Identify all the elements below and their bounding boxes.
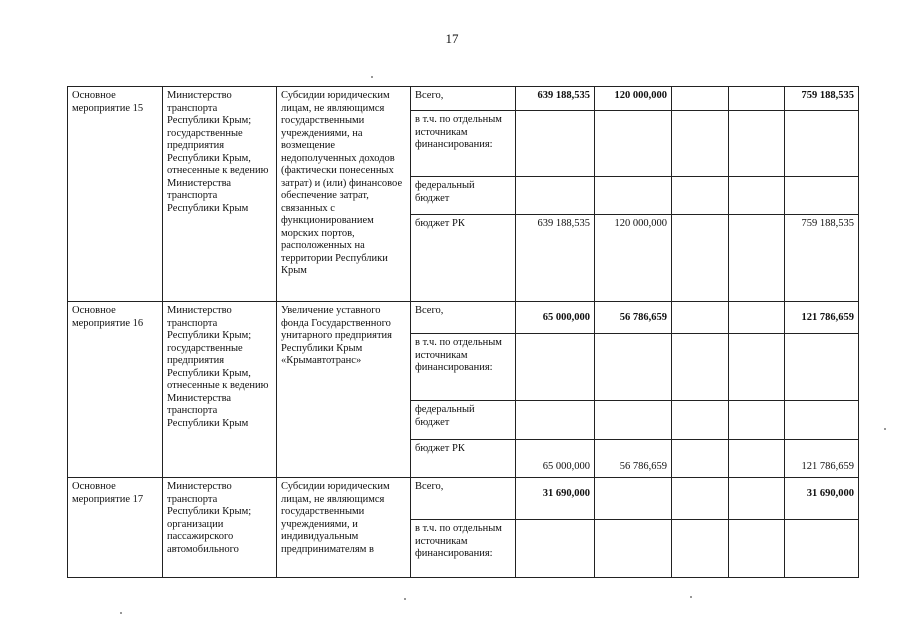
amount-cell: 56 786,659 bbox=[595, 302, 672, 334]
page-number: 17 bbox=[445, 31, 459, 46]
amount-cell bbox=[672, 215, 729, 302]
amount-cell bbox=[729, 215, 785, 302]
source-incl-label: в т.ч. по отдельным источникам финансирования: bbox=[411, 334, 516, 401]
source-rk-label: бюджет РК bbox=[411, 440, 516, 478]
description-cell: Субсидии юридическим лицам, не являющимся государственными учреждениями, и индивидуальным предпринимателям в bbox=[277, 478, 411, 578]
source-incl-label: в т.ч. по отдельным источникам финансирования: bbox=[411, 111, 516, 177]
table-row bbox=[68, 302, 859, 334]
amount-cell bbox=[672, 302, 729, 334]
scan-speck bbox=[690, 596, 692, 598]
amount-cell: 120 000,000 bbox=[595, 215, 672, 302]
source-incl-label: в т.ч. по отдельным источникам финансирования: bbox=[411, 520, 516, 578]
amount-cell: 759 188,535 bbox=[785, 87, 859, 111]
amount-cell: 639 188,535 bbox=[516, 87, 595, 111]
amount-cell bbox=[729, 87, 785, 111]
budget-table bbox=[67, 86, 859, 578]
executor-cell: Министерство транспорта Республики Крым; организации пассажирского автомобильного bbox=[163, 478, 277, 578]
scan-speck bbox=[404, 598, 406, 600]
source-total-label: Всего, bbox=[411, 302, 516, 334]
amount-cell bbox=[729, 440, 785, 478]
amount-cell: 759 188,535 bbox=[785, 215, 859, 302]
source-total-label: Всего, bbox=[411, 478, 516, 520]
description-cell: Субсидии юридическим лицам, не являющимся государственными учреждениями, на возмещение недополученных доходов (фактически понесенных затрат) и (или) финансовое обеспечение затрат, связанных с функционированием морских портов, расположенных на территории Республики Крым bbox=[277, 87, 411, 302]
scan-speck bbox=[120, 612, 122, 614]
source-federal-label: федеральный бюджет bbox=[411, 401, 516, 440]
measure-cell: Основное мероприятие 16 bbox=[68, 302, 163, 478]
table-row bbox=[68, 87, 859, 111]
amount-cell bbox=[729, 478, 785, 520]
amount-cell bbox=[672, 87, 729, 111]
amount-cell: 121 786,659 bbox=[785, 302, 859, 334]
amount-cell bbox=[595, 478, 672, 520]
executor-cell: Министерство транспорта Республики Крым; государственные предприятия Республики Крым, отнесенные к ведению Министерства транспорта Республики Крым bbox=[163, 87, 277, 302]
amount-cell: 121 786,659 bbox=[785, 440, 859, 478]
scan-speck bbox=[371, 76, 373, 78]
amount-cell: 31 690,000 bbox=[785, 478, 859, 520]
table-row bbox=[68, 478, 859, 520]
measure-cell: Основное мероприятие 17 bbox=[68, 478, 163, 578]
source-total-label: Всего, bbox=[411, 87, 516, 111]
source-federal-label: федеральный бюджет bbox=[411, 177, 516, 215]
amount-cell: 56 786,659 bbox=[595, 440, 672, 478]
amount-cell bbox=[672, 440, 729, 478]
amount-cell bbox=[729, 302, 785, 334]
amount-cell: 639 188,535 bbox=[516, 215, 595, 302]
amount-cell: 31 690,000 bbox=[516, 478, 595, 520]
executor-cell: Министерство транспорта Республики Крым; государственные предприятия Республики Крым, отнесенные к ведению Министерства транспорта Республики Крым bbox=[163, 302, 277, 478]
amount-cell: 65 000,000 bbox=[516, 440, 595, 478]
source-rk-label: бюджет РК bbox=[411, 215, 516, 302]
scan-speck bbox=[884, 428, 886, 430]
amount-cell bbox=[672, 478, 729, 520]
measure-cell: Основное мероприятие 15 bbox=[68, 87, 163, 302]
amount-cell: 120 000,000 bbox=[595, 87, 672, 111]
description-cell: Увеличение уставного фонда Государственного унитарного предприятия Республики Крым «Крымавтотранс» bbox=[277, 302, 411, 478]
amount-cell: 65 000,000 bbox=[516, 302, 595, 334]
